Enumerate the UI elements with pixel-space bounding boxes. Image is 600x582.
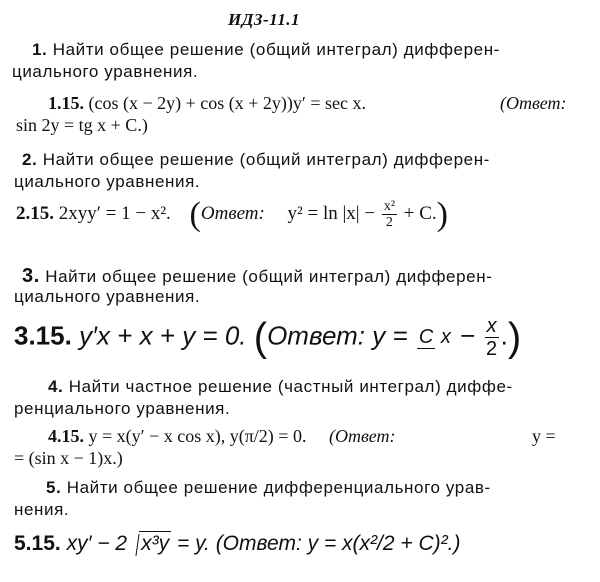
- equation-part-b: = y.: [176, 532, 210, 555]
- task-3-text: Найти общее решение (общий интеграл) дифферен-: [45, 267, 493, 286]
- task-2-text: Найти общее решение (общий интеграл) дифферен-: [42, 150, 490, 169]
- task-1-line2: циального уравнения.: [12, 62, 199, 81]
- sqrt-expression: x³y: [127, 532, 171, 556]
- equation-4-15: [48, 426, 396, 447]
- equation-text: 2xyy′ = 1 − x².: [58, 203, 171, 224]
- equation-2-15: 2.15. 2xyy′ = 1 − x². (Ответ: y² = ln |x| − $\frac{\text{x²}}{2}$ + C.): [16, 196, 448, 233]
- equation-number: 4.15.: [48, 426, 84, 446]
- task-1-text: Найти общее решение (общий интеграл) дифферен-: [52, 40, 500, 59]
- task-4-line2: ренциального уравнения.: [14, 399, 231, 418]
- task-5-text: Найти общее решение дифференциального урав-: [66, 478, 491, 497]
- answer-4-15: = (sin x − 1)x.): [14, 448, 123, 468]
- answer-part-b: + C.: [403, 203, 437, 224]
- equation-number: 2.15.: [16, 203, 54, 224]
- task-3-line1: [22, 265, 492, 288]
- task-4-number: 4.: [48, 377, 64, 396]
- task-1-number: 1.: [32, 40, 48, 59]
- task-2-line2: циального уравнения.: [14, 172, 201, 191]
- equation-number: 1.15.: [48, 93, 84, 113]
- answer-label: (Ответ:: [215, 532, 302, 555]
- answer-part-a: y² = ln |x| −: [287, 203, 376, 224]
- task-5-line2: нения.: [14, 500, 70, 519]
- task-3-number: 3.: [22, 265, 40, 287]
- answer-label: Ответ:: [267, 320, 366, 351]
- task-5-line1: [46, 478, 491, 498]
- answer-label: Ответ:: [200, 203, 265, 224]
- equation-part-a: xy′ − 2: [66, 532, 128, 555]
- task-3-line2: циального уравнения.: [14, 287, 201, 306]
- equation-number: 3.15.: [14, 320, 72, 351]
- task-2-line1: [22, 150, 490, 170]
- equation-text: (cos (x − 2y) + cos (x + 2y))y′ = sec x.: [88, 93, 366, 113]
- task-5-number: 5.: [46, 478, 62, 497]
- equation-1-15: [48, 93, 366, 114]
- answer-end: .: [500, 320, 508, 351]
- answer-fraction-2: $\frac{x}{2}$: [486, 315, 498, 360]
- equation-5-15: [14, 532, 460, 556]
- answer-5-15: y = x(x²/2 + C)².): [307, 532, 461, 555]
- task-2-number: 2.: [22, 150, 38, 169]
- answer-part-a: y =: [532, 426, 556, 446]
- answer-label: (Ответ:: [328, 426, 396, 446]
- task-4-line1: [48, 377, 513, 397]
- task-4-text: Найти частное решение (частный интеграл) диффе-: [68, 377, 513, 396]
- task-1-line1: [32, 40, 500, 60]
- equation-3-15: 3.15. y′x + x + y = 0. (Ответ: y = C $x - \frac{x}{2}$ .): [14, 315, 522, 360]
- answer-minus: −: [460, 320, 476, 351]
- equation-number: 5.15.: [14, 532, 61, 555]
- answer-fraction: $\frac{\text{x²}}{2}$: [383, 198, 396, 231]
- equation-text: y = x(y′ − x cos x), y(π/2) = 0.: [88, 426, 307, 446]
- page-title: ИДЗ-11.1: [228, 10, 300, 29]
- answer-part-a: y =: [372, 320, 408, 351]
- answer-1-15: sin 2y = tg x + C.): [16, 115, 148, 135]
- answer-fraction-1: C x: [418, 326, 451, 348]
- answer-label: (Ответ:: [500, 93, 567, 113]
- equation-text: y′x + x + y = 0.: [79, 320, 247, 351]
